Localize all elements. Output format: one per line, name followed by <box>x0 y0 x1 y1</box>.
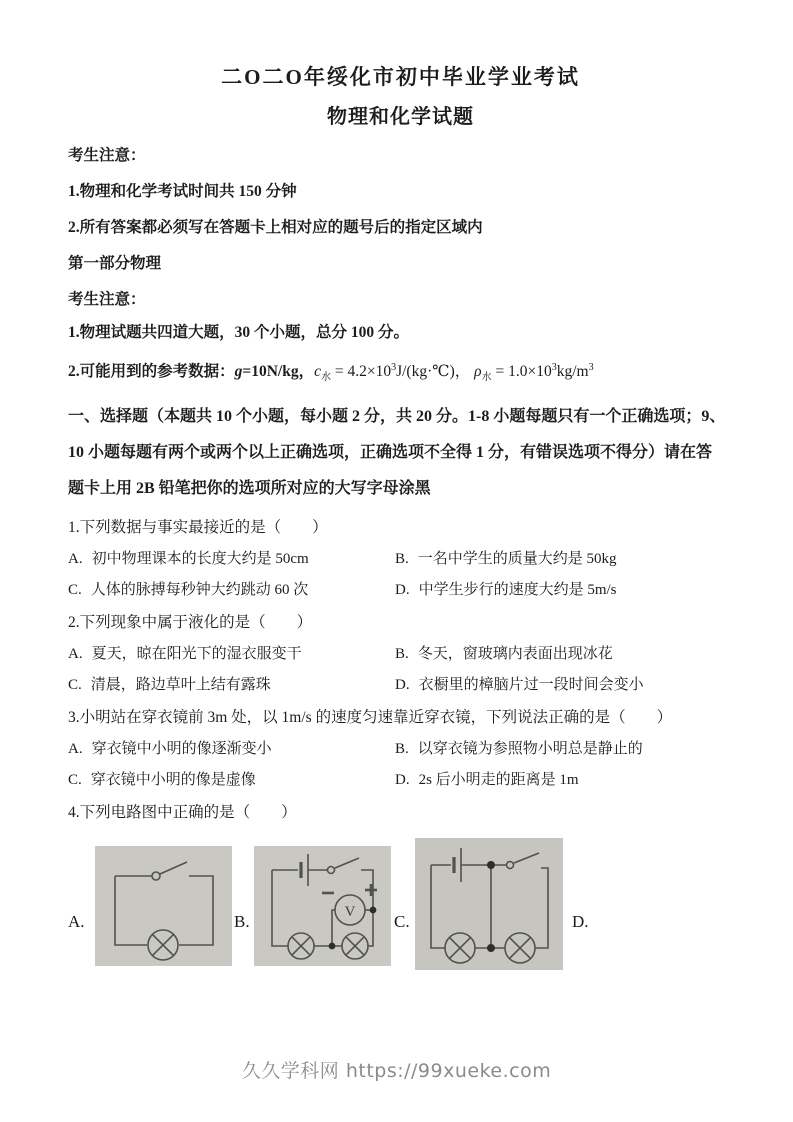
g-symbol: g <box>234 363 243 381</box>
c-water-formula: $c_水$ = $4.2\times 10^3J/(kg\cdot℃)$， <box>314 362 475 384</box>
junction-dot <box>487 861 495 869</box>
circuit-diagram-c <box>415 838 563 970</box>
junction-dot <box>370 907 377 914</box>
option-3a: A. 穿衣镜中小明的像逐渐变小 <box>68 741 272 758</box>
question-1-options-row-1 <box>68 550 733 568</box>
question-3-stem: 3.小明站在穿衣镜前 3m 处，以 1m/s 的速度匀速靠近穿衣镜，下列说法正确的是（ ） <box>68 709 673 727</box>
section1-instructions-line-3: 题卡上用 2B 铅笔把你的选项所对应的大写字母涂黑 <box>68 480 431 498</box>
part1-notice-heading: 考生注意： <box>68 291 146 308</box>
circuit-option-label-a: A. <box>68 912 85 932</box>
photo-background <box>254 846 391 966</box>
question-4-stem: 4.下列电路图中正确的是（ ） <box>68 804 297 822</box>
junction-dot <box>329 943 336 950</box>
option-1b: B. 一名中学生的质量大约是 50kg <box>395 551 617 568</box>
rho-water-formula: $\rho_水 = 1.0\times 10^3kg/m^3$ <box>474 362 594 384</box>
notice-line-2: 2.所有答案都必须写在答题卡上相对应的题号后的指定区域内 <box>68 219 483 236</box>
circuit-diagram-b <box>254 846 391 966</box>
question-4-circuit-figures <box>68 838 733 998</box>
option-2c: C. 清晨，路边草叶上结有露珠 <box>68 677 271 694</box>
option-2b: B. 冬天，窗玻璃内表面出现冰花 <box>395 646 613 663</box>
notice-line-1: 1.物理和化学考试时间共 150 分钟 <box>68 183 297 200</box>
question-3-options-row-2 <box>68 771 733 789</box>
option-3d: D. 2s 后小明走的距离是 1m <box>395 772 579 789</box>
page-title: 二O二O年绥化市初中毕业学业考试 <box>221 65 580 89</box>
reference-prefix: 2.可能用到的参考数据： <box>68 363 235 381</box>
voltmeter-letter: V <box>344 904 356 921</box>
circuit-c-svg <box>415 838 563 970</box>
option-1d: D. 中学生步行的速度大约是 5m/s <box>395 582 617 599</box>
g-value: =10N/kg， <box>242 363 315 381</box>
question-1-stem: 1.下列数据与事实最接近的是（ ） <box>68 519 328 537</box>
option-3c: C. 穿衣镜中小明的像是虚像 <box>68 772 256 789</box>
question-1-options-row-2 <box>68 581 733 599</box>
circuit-option-label-c: C. <box>394 912 410 932</box>
circuit-b-svg <box>254 846 391 966</box>
circuit-option-label-d: D. <box>572 912 589 932</box>
option-2d: D. 衣橱里的樟脑片过一段时间会变小 <box>395 677 644 694</box>
option-3b: B. 以穿衣镜为参照物小明总是静止的 <box>395 741 643 758</box>
reference-data-line <box>68 356 733 390</box>
option-1c: C. 人体的脉搏每秒钟大约跳动 60 次 <box>68 582 309 599</box>
section1-instructions-line-1: 一、选择题（本题共 10 个小题，每小题 2 分，共 20 分。1-8 小题每题只有一个正确选项；9、 <box>68 408 726 426</box>
notice-heading: 考生注意： <box>68 147 146 164</box>
part1-line-1: 1.物理试题共四道大题，30 个小题，总分 100 分。 <box>68 324 410 341</box>
circuit-diagram-a <box>95 846 232 966</box>
section1-instructions-line-2: 10 小题每题有两个或两个以上正确选项，正确选项不全得 1 分，有错误选项不得分）请在答 <box>68 444 713 462</box>
site-footer: 久久学科网 https://99xueke.com <box>241 1060 552 1082</box>
junction-dot <box>487 944 495 952</box>
circuit-option-label-b: B. <box>234 912 250 932</box>
option-1a: A. 初中物理课本的长度大约是 50cm <box>68 551 309 568</box>
part1-heading: 第一部分物理 <box>68 255 162 272</box>
question-2-options-row-1 <box>68 645 733 663</box>
question-2-stem: 2.下列现象中属于液化的是（ ） <box>68 614 313 632</box>
page-subtitle: 物理和化学试题 <box>327 106 474 128</box>
question-2-options-row-2 <box>68 676 733 694</box>
option-2a: A. 夏天，晾在阳光下的湿衣服变干 <box>68 646 302 663</box>
circuit-a-svg <box>95 846 232 966</box>
question-3-options-row-1 <box>68 740 733 758</box>
